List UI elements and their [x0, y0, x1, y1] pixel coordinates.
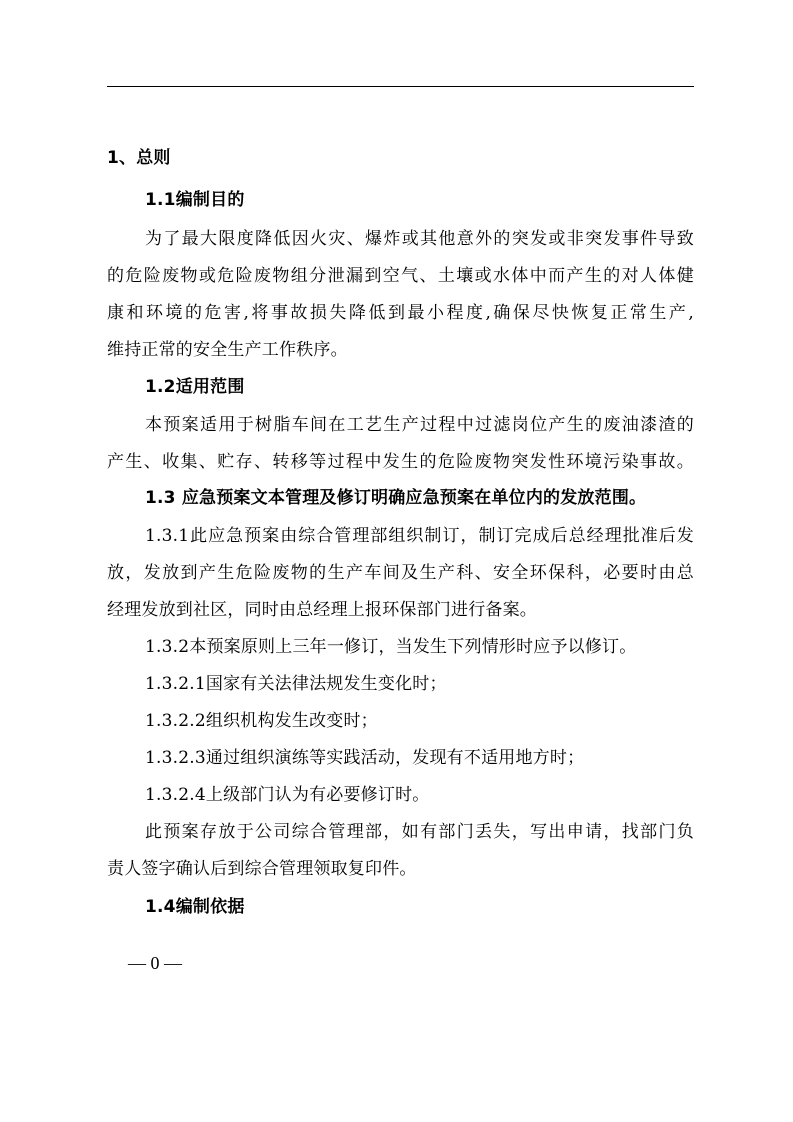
subsection-heading-document-management: 1.3 应急预案文本管理及修订明确应急预案在单位内的发放范围。: [145, 488, 647, 508]
paragraph-scope-line-2: 产生、收集、贮存、转移等过程中发生的危险废物突发性环境污染事故。: [107, 452, 694, 472]
paragraph-distribution-line-2: 放，发放到产生危险废物的生产车间及生产科、安全环保科，必要时由总: [107, 563, 694, 583]
paragraph-purpose-line-4: 维持正常的安全生产工作秩序。: [107, 340, 348, 360]
paragraph-scope-line-1: 本预案适用于树脂车间在工艺生产过程中过滤岗位产生的废油漆渣的: [145, 415, 694, 435]
paragraph-revision-rule: 1.3.2本预案原则上三年一修订，当发生下列情形时应予以修订。: [145, 637, 637, 657]
paragraph-distribution-line-3: 经理发放到社区，同时由总经理上报环保部门进行备案。: [107, 600, 537, 620]
subsection-heading-scope: 1.2适用范围: [145, 377, 245, 397]
paragraph-purpose-line-1: 为了最大限度降低因火灾、爆炸或其他意外的突发或非突发事件导致: [145, 229, 694, 249]
list-item-revision-org-change: 1.3.2.2组织机构发生改变时；: [145, 711, 378, 731]
list-item-revision-drill-findings: 1.3.2.3通过组织演练等实践活动，发现有不适用地方时；: [145, 748, 585, 768]
list-item-revision-superior-request: 1.3.2.4上级部门认为有必要修订时。: [145, 785, 430, 805]
paragraph-purpose-line-2: 的危险废物或危险废物组分泄漏到空气、土壤或水体中而产生的对人体健: [107, 266, 694, 286]
paragraph-storage-line-1: 此预案存放于公司综合管理部，如有部门丢失，写出申请，找部门负: [145, 822, 694, 842]
section-heading-general: 1、总则: [107, 148, 171, 168]
paragraph-purpose-line-3: 康和环境的危害,将事故损失降低到最小程度,确保尽快恢复正常生产,: [107, 303, 694, 323]
page-number: — 0 —: [128, 953, 182, 973]
paragraph-distribution-line-1: 1.3.1此应急预案由综合管理部组织制订，制订完成后总经理批准后发: [145, 526, 694, 546]
header-rule: [107, 86, 694, 87]
list-item-revision-law-change: 1.3.2.1国家有关法律法规发生变化时；: [145, 674, 447, 694]
subsection-heading-basis: 1.4编制依据: [145, 897, 245, 917]
subsection-heading-purpose: 1.1编制目的: [145, 190, 245, 210]
paragraph-storage-line-2: 责人签字确认后到综合管理领取复印件。: [107, 859, 417, 879]
